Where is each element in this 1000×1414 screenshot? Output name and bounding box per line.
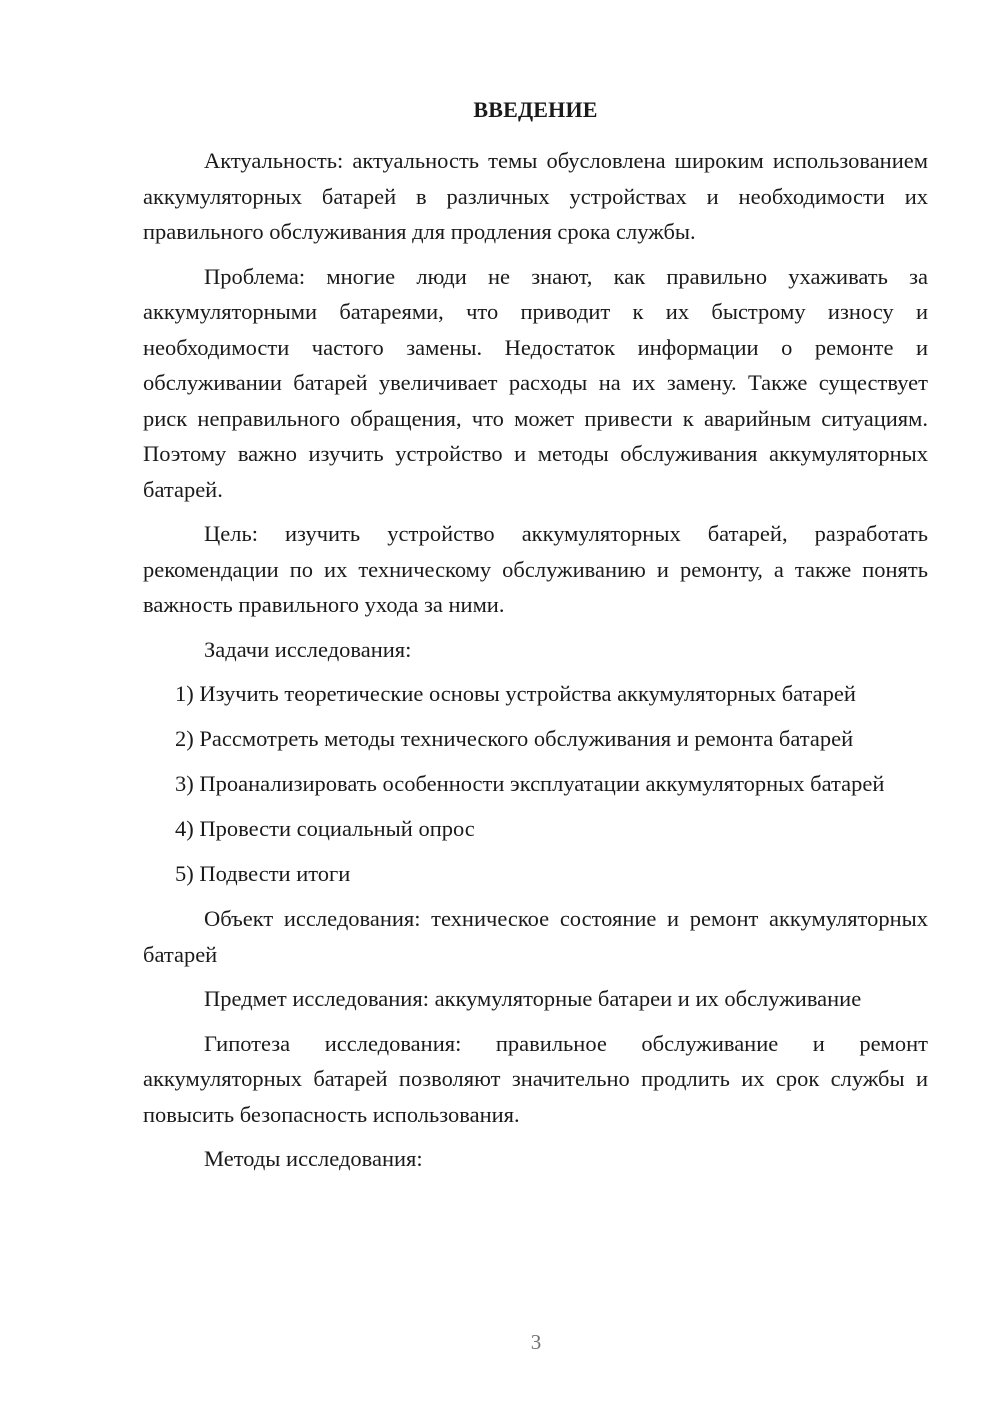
paragraph-goal: Цель: изучить устройство аккумуляторных батарей, разработать рекомендации по их техническому обслуживанию и ремонту, а также понять важность правильного ухода за ними. — [143, 521, 928, 617]
paragraph-object: Объект исследования: техническое состояние и ремонт аккумуляторных батарей — [143, 906, 928, 967]
tasks-list — [143, 676, 928, 892]
section-title: ВВЕДЕНИЕ — [473, 97, 598, 122]
page-content — [143, 90, 928, 1186]
task-item-3: 3) Проанализировать особенности эксплуатации аккумуляторных батарей — [175, 771, 885, 796]
page-number: 3 — [530, 1330, 542, 1354]
task-item-5: 5) Подвести итоги — [175, 861, 351, 886]
task-item-1: 1) Изучить теоретические основы устройства аккумуляторных батарей — [175, 681, 856, 706]
tasks-heading: Задачи исследования: — [204, 636, 412, 662]
task-item-4: 4) Провести социальный опрос — [175, 816, 475, 841]
paragraph-relevance: Актуальность: актуальность темы обусловлена широким использованием аккумуляторных батарей в различных устройствах и необходимости их правильного обслуживания для продления срока службы. — [143, 148, 928, 244]
task-item-2: 2) Рассмотреть методы технического обслуживания и ремонта батарей — [175, 726, 854, 751]
paragraph-hypothesis: Гипотеза исследования: правильное обслуживание и ремонт аккумуляторных батарей позволяют значительно продлить их срок службы и повысить безопасность использования. — [143, 1030, 928, 1127]
paragraph-problem: Проблема: многие люди не знают, как правильно ухаживать за аккумуляторными батареями, что приводит к их быстрому износу и необходимости частого замены. Недостаток информации о ремонте и обслуживании батарей увеличивает расходы на их замену. Также существует риск неправильного обращения, что может привести к аварийным ситуациям. Поэтому важно изучить устройство и методы обслуживания аккумуляторных батарей. — [143, 263, 928, 502]
methods-heading: Методы исследования: — [204, 1146, 423, 1171]
paragraph-subject: Предмет исследования: аккумуляторные батареи и их обслуживание — [204, 986, 862, 1011]
